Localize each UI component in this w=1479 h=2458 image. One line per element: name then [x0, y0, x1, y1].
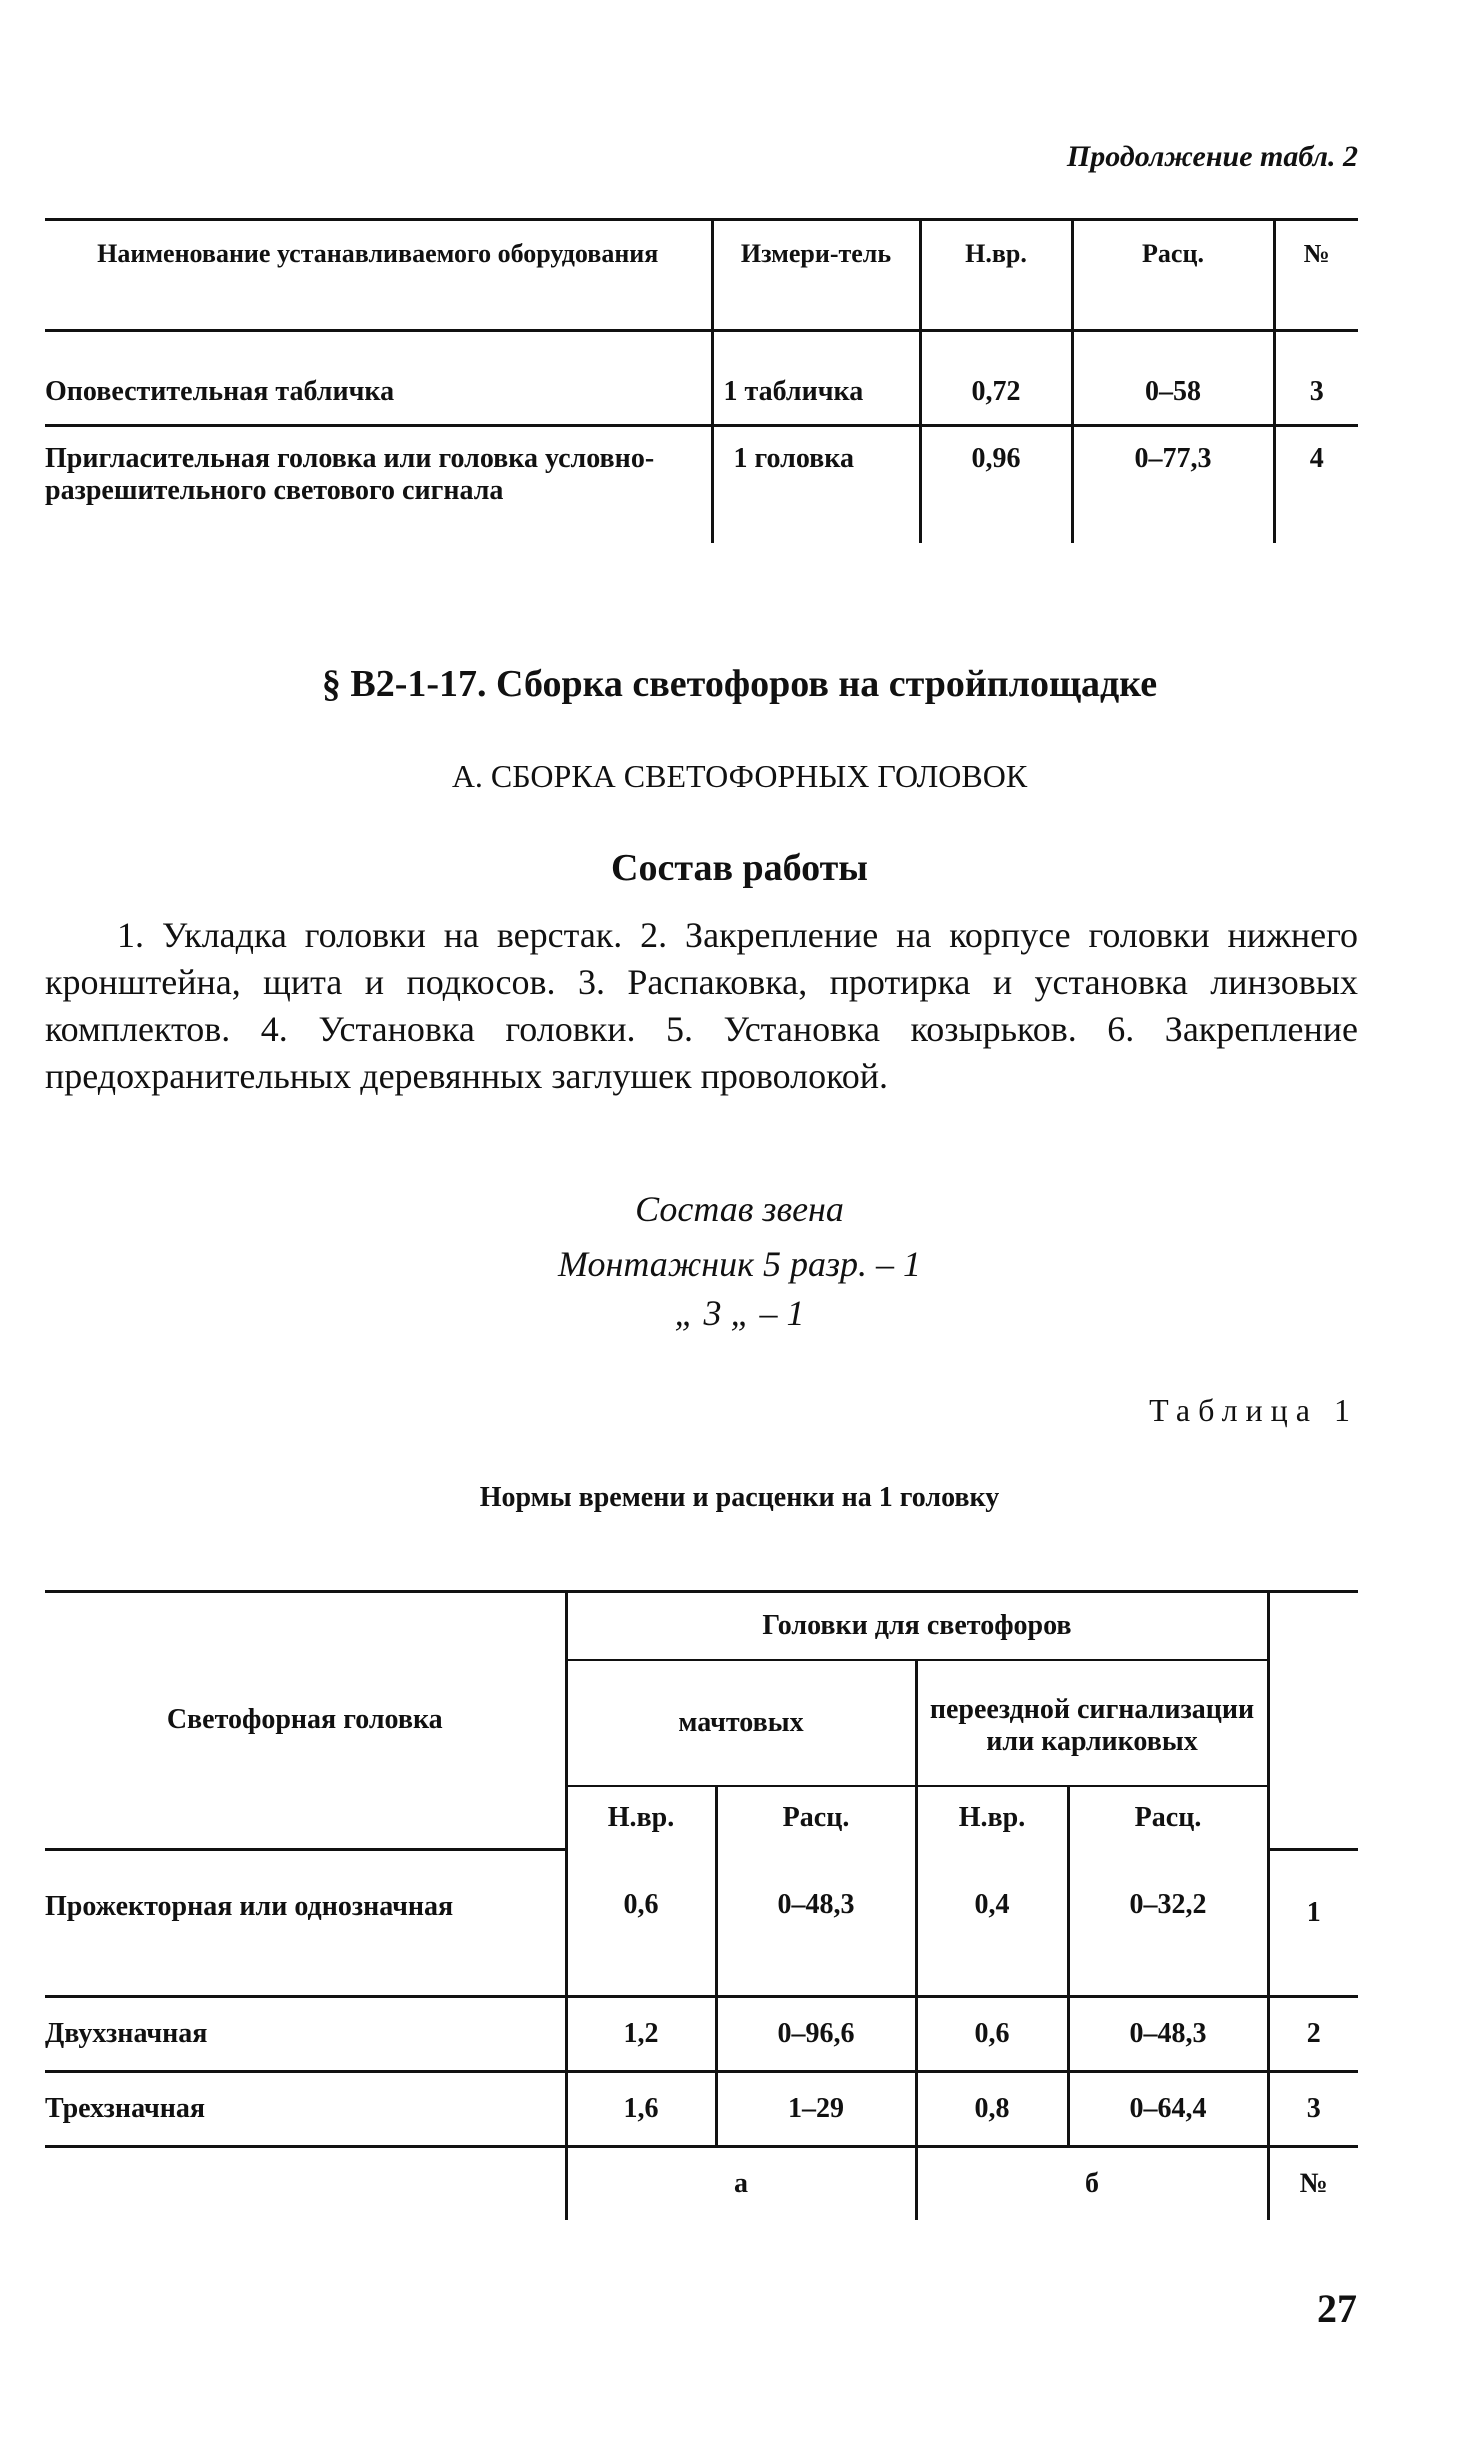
table-row: [45, 331, 1358, 426]
row-unit: 1 табличка: [712, 331, 920, 426]
crew-line-1: Монтажник 5 разр. – 1: [557, 1244, 921, 1284]
page-number: 27: [1317, 2286, 1357, 2331]
row-value: 0–48,3: [716, 1849, 916, 1996]
footer-no: №: [1268, 2146, 1358, 2220]
table-row: [45, 2071, 1358, 2146]
row-norm: 0,96: [920, 426, 1072, 544]
col-head-name: Светофорная головка: [45, 1592, 566, 1850]
row-no: 2: [1268, 1996, 1358, 2071]
table-footer: [45, 2146, 1358, 2220]
row-value: 0,4: [916, 1849, 1068, 1996]
row-value: 0–64,4: [1068, 2071, 1268, 2146]
work-heading: Состав работы: [611, 847, 868, 889]
row-unit: 1 головка: [712, 426, 920, 544]
row-name: Оповестительная табличка: [45, 376, 395, 407]
col-head-no: [1268, 1592, 1358, 1850]
header-unit: Измери-тель: [712, 220, 920, 331]
head-nvr: Н.вр.: [566, 1786, 716, 1849]
crew-line-2: „ 3 „ – 1: [674, 1293, 805, 1333]
table-row: [45, 1996, 1358, 2071]
row-norm: 0,72: [920, 331, 1072, 426]
head-nvr: Н.вр.: [916, 1786, 1068, 1849]
equipment-table: [45, 218, 1358, 543]
table-row: [45, 1849, 1358, 1996]
row-no: 1: [1268, 1849, 1358, 1996]
footer-b: б: [916, 2146, 1268, 2220]
head-rasc: Расц.: [1068, 1786, 1268, 1849]
row-name: Двухзначная: [45, 2017, 208, 2049]
sub-head-mast: мачтовых: [566, 1660, 916, 1786]
group-head: Головки для светофоров: [566, 1592, 1268, 1661]
section-subtitle: А. СБОРКА СВЕТОФОРНЫХ ГОЛОВОК: [451, 758, 1028, 794]
header-norm: Н.вр.: [920, 220, 1072, 331]
row-name: Прожекторная или однозначная: [45, 1890, 454, 1922]
row-no: 3: [1268, 2071, 1358, 2146]
row-name: Трехзначная: [45, 2092, 206, 2124]
table-label: Таблица 1: [1149, 1392, 1358, 1428]
row-value: 1,6: [566, 2071, 716, 2146]
header-name: Наименование устанавливаемого оборудования: [97, 239, 659, 268]
work-text: 1. Укладка головки на верстак. 2. Закрепление на корпусе головки нижнего кронштейна, щита и подкосов. 3. Распаковка, протирка и установка линзовых комплектов. 4. Установка головки. 5. Установка козырьков. 6. Закрепление предохранительных деревянных заглушек проволокой.: [45, 915, 1358, 1096]
row-value: 0–48,3: [1068, 1996, 1268, 2071]
work-description: [45, 912, 1358, 1100]
footer-a: а: [566, 2146, 916, 2220]
norms-table: [45, 1590, 1358, 2220]
row-value: 0–96,6: [716, 1996, 916, 2071]
header-no: №: [1274, 220, 1358, 331]
row-value: 0,8: [916, 2071, 1068, 2146]
row-value: 1–29: [716, 2071, 916, 2146]
header-price: Расц.: [1072, 220, 1274, 331]
table-row: [45, 426, 1358, 544]
continuation-label: Продолжение табл. 2: [1066, 140, 1358, 173]
row-price: 0–77,3: [1072, 426, 1274, 544]
row-price: 0–58: [1072, 331, 1274, 426]
footer-blank: [45, 2146, 566, 2220]
row-value: 0,6: [566, 1849, 716, 1996]
row-no: 4: [1274, 426, 1358, 544]
row-value: 0–32,2: [1068, 1849, 1268, 1996]
row-no: 3: [1274, 331, 1358, 426]
section-title: § В2-1-17. Сборка светофоров на стройплощадке: [321, 663, 1158, 705]
crew-heading: Состав звена: [635, 1189, 844, 1229]
sub-head-crossing: переездной сигнализации или карликовых: [916, 1660, 1268, 1786]
row-name: Пригласительная головка или головка условно-разрешительного светового сигнала: [45, 443, 655, 506]
table-caption: Нормы времени и расценки на 1 головку: [479, 1482, 1000, 1513]
head-rasc: Расц.: [716, 1786, 916, 1849]
row-value: 1,2: [566, 1996, 716, 2071]
row-value: 0,6: [916, 1996, 1068, 2071]
